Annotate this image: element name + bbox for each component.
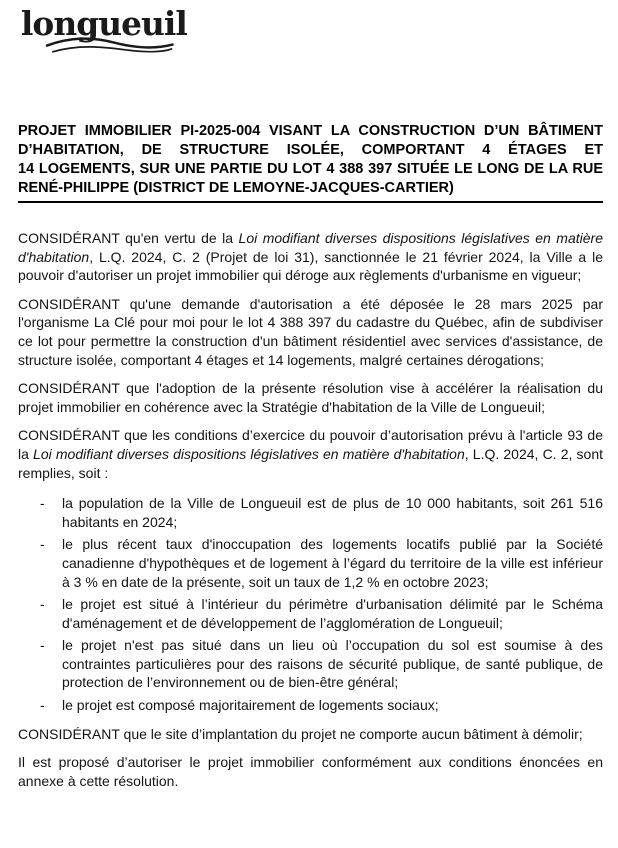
- list-dash-marker: -: [40, 637, 45, 654]
- paragraph-considerant-2: [18, 295, 603, 369]
- condition-text: le projet n'est pas situé dans un lieu où l’occupation du sol est soumise à des contraintes particulières pour des raisons de sécurité publique, de santé publique, de protection de l’environnement ou de bien-être général;: [62, 637, 603, 691]
- condition-list-item: [40, 696, 603, 715]
- list-dash-marker: -: [40, 536, 45, 553]
- document-content: [18, 0, 603, 800]
- paragraph-resolution-proposal: [18, 753, 603, 790]
- condition-text: le projet est situé à l’intérieur du périmètre d'urbanisation délimité par le Schéma d'aménagement et de développement de l’agglomération de Longueuil;: [62, 596, 603, 631]
- italic-text-run: Loi modifiant diverses dispositions législatives en matière d'habitation: [18, 230, 603, 265]
- condition-list-item: [40, 636, 603, 692]
- logo-wordmark-text: longueuil: [20, 5, 187, 43]
- condition-text: le projet est composé majoritairement de logements sociaux;: [62, 697, 439, 714]
- condition-list-item: [40, 595, 603, 632]
- condition-text: la population de la Ville de Longueuil est de plus de 10 000 habitants, soit 261 516 habitants en 2024;: [62, 495, 603, 530]
- paragraph-considerant-5: [18, 725, 603, 744]
- document-title: PROJET IMMOBILIER PI-2025-004 VISANT LA CONSTRUCTION D’UN BÂTIMENT D’HABITATION, DE STRUCTURE ISOLÉE, COMPORTANT 4 ÉTAGES ET 14 LOGEMENTS, SUR UNE PARTIE DU LOT 4 388 397 SITUÉE LE LONG DE LA RUE RENÉ-PHILIPPE (DISTRICT DE LEMOYNE-JACQUES-CARTIER): [18, 122, 603, 203]
- conditions-list: [40, 494, 603, 715]
- condition-list-item: [40, 494, 603, 531]
- longueuil-logo: [18, 5, 188, 61]
- text-run: CONSIDÉRANT qu'en vertu de la: [18, 230, 239, 246]
- text-run: CONSIDÉRANT qu'une demande d'autorisation a été déposée le 28 mars 2025 par l'organisme La Clé pour moi pour le lot 4 388 397 du cadastre du Québec, afin de subdiviser ce lot pour permettre la construction d'un bâtiment résidentiel avec services d'assistance, de structure isolée, comportant 4 étages et 14 logements, malgré certaines dérogations;: [18, 295, 603, 368]
- condition-list-item: [40, 535, 603, 591]
- condition-text: le plus récent taux d'inoccupation des logements locatifs publié par la Société canadienne d'hypothèques et de logement à l’égard du territoire de la ville est inférieur à 3 % en date de la présente, soit un taux de 1,2 % en octobre 2023;: [62, 536, 603, 590]
- paragraph-considerant-4: [18, 426, 603, 482]
- italic-text-run: Loi modifiant diverses dispositions législatives en matière d'habitation: [33, 445, 465, 462]
- paragraph-considerant-3: [18, 379, 603, 416]
- text-run: CONSIDÉRANT que le site d’implantation du projet ne comporte aucun bâtiment à démolir;: [18, 725, 583, 742]
- list-dash-marker: -: [40, 697, 45, 714]
- text-run: Il est proposé d’autoriser le projet immobilier conformément aux conditions énoncées en annexe à cette résolution.: [18, 754, 603, 789]
- list-dash-marker: -: [40, 596, 45, 613]
- text-run: , L.Q. 2024, C. 2, sont remplies, soit :: [18, 445, 603, 481]
- paragraph-considerant-1: [18, 229, 603, 285]
- text-run: , L.Q. 2024, C. 2 (Projet de loi 31), sanctionnée le 21 février 2024, la Ville a le pouvoir d'autoriser un projet immobilier qui déroge aux règlements d'urbanisme en vigueur;: [18, 248, 603, 284]
- text-run: CONSIDÉRANT que l'adoption de la présente résolution vise à accélérer la réalisation du projet immobilier en cohérence avec la Stratégie d'habitation de la Ville de Longueuil;: [18, 380, 603, 415]
- text-run: CONSIDÉRANT que les conditions d’exercice du pouvoir d’autorisation prévu à l'article 93 de la: [18, 427, 603, 462]
- list-dash-marker: -: [40, 495, 45, 512]
